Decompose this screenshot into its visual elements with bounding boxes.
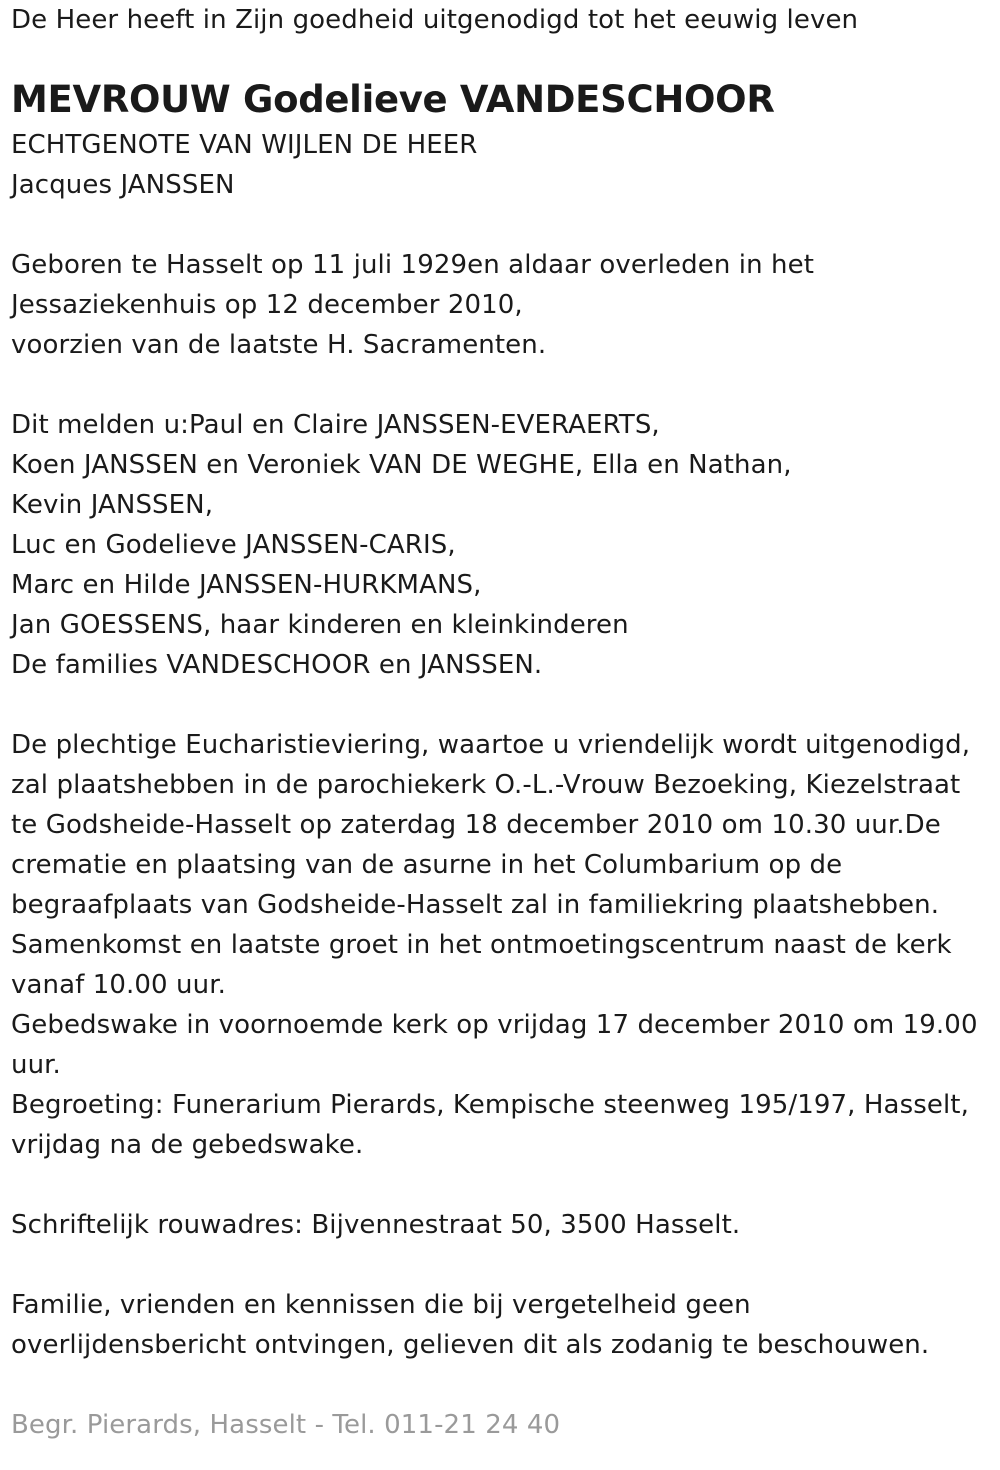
announcers-section <box>11 405 991 685</box>
ceremony-line: De plechtige Eucharistieviering, waartoe u vriendelijk wordt uitgenodigd, <box>11 730 971 760</box>
spacer <box>11 685 991 725</box>
announcer-line: De families VANDESCHOOR en JANSSEN. <box>11 650 543 680</box>
ceremony-line: uur. <box>11 1050 61 1080</box>
spacer <box>11 1245 991 1285</box>
ceremony-line: Samenkomst en laatste groet in het ontmoetingscentrum naast de kerk <box>11 930 952 960</box>
closing-line: overlijdensbericht ontvingen, gelieven dit als zodanig te beschouwen. <box>11 1330 930 1360</box>
spacer <box>11 365 991 405</box>
spouse-name: Jacques JANSSEN <box>11 170 235 200</box>
ceremony-line: te Godsheide-Hasselt op zaterdag 18 december 2010 om 10.30 uur.De <box>11 810 941 840</box>
announcer-line: Dit melden u:Paul en Claire JANSSEN-EVERAERTS, <box>11 410 660 440</box>
funeral-home-footer: Begr. Pierards, Hasselt - Tel. 011-21 24 40 <box>11 1410 561 1440</box>
birth-death-line: Jessaziekenhuis op 12 december 2010, <box>11 290 523 320</box>
ceremony-line: Begroeting: Funerarium Pierards, Kempische steenweg 195/197, Hasselt, <box>11 1090 969 1120</box>
announcer-line: Marc en Hilde JANSSEN-HURKMANS, <box>11 570 482 600</box>
intro-line: De Heer heeft in Zijn goedheid uitgenodigd tot het eeuwig leven <box>11 5 859 35</box>
announcer-line: Kevin JANSSEN, <box>11 490 214 520</box>
announcer-line: Jan GOESSENS, haar kinderen en kleinkinderen <box>11 610 629 640</box>
closing-line: Familie, vrienden en kennissen die bij vergetelheid geen <box>11 1290 751 1320</box>
ceremony-line: crematie en plaatsing van de asurne in het Columbarium op de <box>11 850 843 880</box>
ceremony-line: zal plaatshebben in de parochiekerk O.-L.-Vrouw Bezoeking, Kiezelstraat <box>11 770 961 800</box>
ceremony-section <box>11 725 991 1165</box>
spouse-line: ECHTGENOTE VAN WIJLEN DE HEER <box>11 130 478 160</box>
obituary-notice <box>11 0 991 1445</box>
ceremony-line: begraafplaats van Godsheide-Hasselt zal in familiekring plaatshebben. <box>11 890 940 920</box>
birth-death-line: Geboren te Hasselt op 11 juli 1929en aldaar overleden in het <box>11 250 815 280</box>
closing-section <box>11 1285 991 1365</box>
announcer-line: Koen JANSSEN en Veroniek VAN DE WEGHE, Ella en Nathan, <box>11 450 792 480</box>
birth-death-section <box>11 245 991 365</box>
spacer <box>11 40 991 75</box>
ceremony-line: Gebedswake in voornoemde kerk op vrijdag 17 december 2010 om 19.00 <box>11 1010 978 1040</box>
mourning-address: Schriftelijk rouwadres: Bijvennestraat 50, 3500 Hasselt. <box>11 1210 741 1240</box>
spacer <box>11 1165 991 1205</box>
birth-death-line: voorzien van de laatste H. Sacramenten. <box>11 330 547 360</box>
ceremony-line: vanaf 10.00 uur. <box>11 970 226 1000</box>
announcer-line: Luc en Godelieve JANSSEN-CARIS, <box>11 530 456 560</box>
spacer <box>11 205 991 245</box>
spacer <box>11 1365 991 1405</box>
deceased-name: MEVROUW Godelieve VANDESCHOOR <box>11 78 775 121</box>
ceremony-line: vrijdag na de gebedswake. <box>11 1130 364 1160</box>
